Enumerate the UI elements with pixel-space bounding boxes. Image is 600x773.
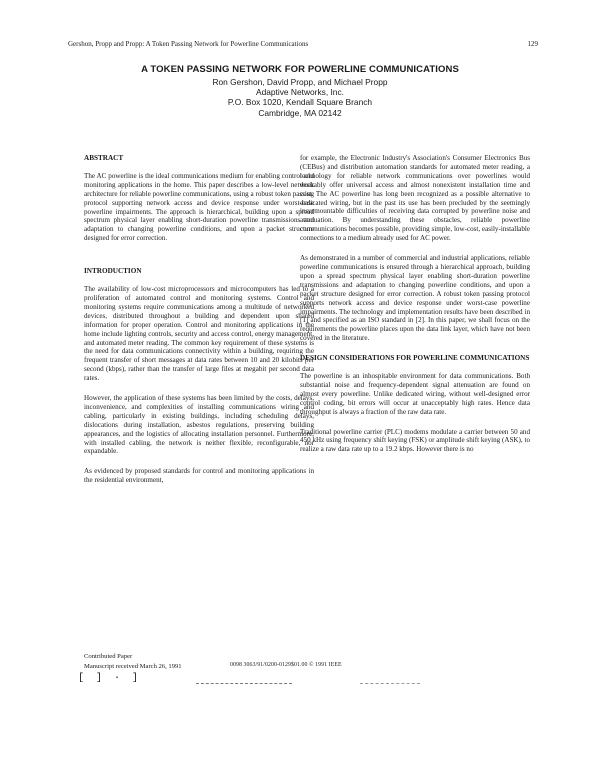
- introduction-heading: INTRODUCTION: [84, 267, 142, 276]
- manuscript-received-note: Manuscript received March 26, 1991: [84, 663, 182, 670]
- footer-rule: [196, 683, 292, 684]
- author-address: P.O. Box 1020, Kendall Square Branch: [227, 97, 373, 108]
- page-number: 129: [527, 40, 538, 48]
- author-names: Ron Gershon, David Propp, and Michael Propp: [212, 77, 388, 87]
- footer-rule-secondary: [360, 683, 420, 684]
- introduction-paragraph-1: The availability of low-cost microprocessors and microcomputers has led to a proliferation of automated control and monitoring systems. Control and monitoring systems require communications among a multitude of networked devices, distributed throughout a building and dependent upon shared information for proper operation. Control and monitoring applications in the home include lighting controls, security and access control, energy management, and automated meter reading. The common key requirement of these systems is the need for data communications connectivity within a building, requiring the frequent transfer of short messages at data rates between 10 and 20 kilobits per second (kbps), rather than the transfer of large files at megabit per second data rates.: [84, 285, 314, 383]
- author-block: [60, 77, 540, 118]
- running-header: [68, 40, 538, 48]
- paper-title: A TOKEN PASSING NETWORK FOR POWERLINE COMMUNICATIONS: [141, 64, 459, 75]
- copyright-line: 0098 3063/91/0200-0129$01.00 © 1991 IEEE: [230, 662, 342, 668]
- abstract-text: The AC powerline is the ideal communications medium for enabling control and monitoring applications in the home. This paper describes a low-level network architecture for reliable powerline communications, using a robust token passing protocol supporting network access and device response under worst-case powerline impairments. The approach is hierarchical, building upon a spread spectrum physical layer enabling short-duration powerline transmissions and adaptation to changing powerline conditions, and upon a packet structure designed for error correction.: [84, 171, 314, 243]
- right-paragraph-3: The powerline is an inhospitable environment for data communications. Both substantial noise and frequency-dependent signal attenuation are found on almost every powerline. Unlike dedicated wiring, without well-designed error control coding, bit errors will occur at unacceptably high rates. Hence data throughput is always a fraction of the raw data rate.: [300, 372, 530, 416]
- right-paragraph-2: As demonstrated in a number of commercial and industrial applications, reliable powerline communications is ensured through a hierarchical approach, building upon a spread spectrum physical layer enabling short-duration powerline transmissions and adaptation to changing powerline conditions, and upon a packet structure designed for error correction. A robust token passing protocol supports network access and device response under worst-case powerline impairments. The technology and implementation results have been described in [1] and specified as an ISO standard in [2]. In this paper, we shall focus on the requirements the powerline places upon the data link layer, which have not been covered in the literature.: [300, 254, 530, 343]
- right-paragraph-1: for example, the Electronic Industry's Association's Consumer Electronics Bus (CEBus) and distribution automation standards for automated meter reading, a technology for reliable network communications over powerlines would desirably offer universal access and almost nonexistent installation time and cost. The AC powerline has long been recognized as a possible alternative to dedicated wiring, but in the past its use has been precluded by the seemingly insurmountable difficulties of receiving data corrupted by powerline noise and attenuation. By understanding these obstacles, reliable powerline communications becomes possible, providing simple, low-cost, easily-installable connections to a medium already used for AC power.: [300, 154, 530, 243]
- running-title: Gershon, Propp and Propp: A Token Passing Network for Powerline Communications: [68, 40, 309, 48]
- right-paragraph-4: Traditional powerline carrier (PLC) modems modulate a carrier between 50 and 450 kHz using frequency shift keying (FSK) or amplitude shift keying (ASK), to realize a raw data rate up to a 19.2 kbps. However there is no: [300, 427, 530, 454]
- design-considerations-heading: DESIGN CONSIDERATIONS FOR POWERLINE COMMUNICATIONS: [300, 354, 530, 363]
- introduction-paragraph-3: As evidenced by proposed standards for control and monitoring applications in the residential environment,: [84, 467, 314, 485]
- page-marks: [ ] · ]: [78, 673, 142, 684]
- footer-notes: [84, 652, 182, 672]
- left-column: [84, 154, 314, 496]
- introduction-paragraph-2: However, the application of these systems has been limited by the costs, delays, inconvenience, and complexities of installing communications wiring and cabling, particularly in existing buildings, including scheduling delays, dislocations during installation, asbestos regulations, preserving building appearances, and the logistics of allocating installation personnel. Furthermore, with installed cabling, the network is neither flexible, reconfigurable, nor expandable.: [84, 394, 314, 456]
- contributed-paper-note: Contributed Paper: [84, 653, 133, 660]
- abstract-heading: ABSTRACT: [84, 154, 124, 162]
- right-column: [300, 154, 530, 465]
- author-city: Cambridge, MA 02142: [258, 107, 342, 118]
- author-organization: Adaptive Networks, Inc.: [256, 87, 344, 98]
